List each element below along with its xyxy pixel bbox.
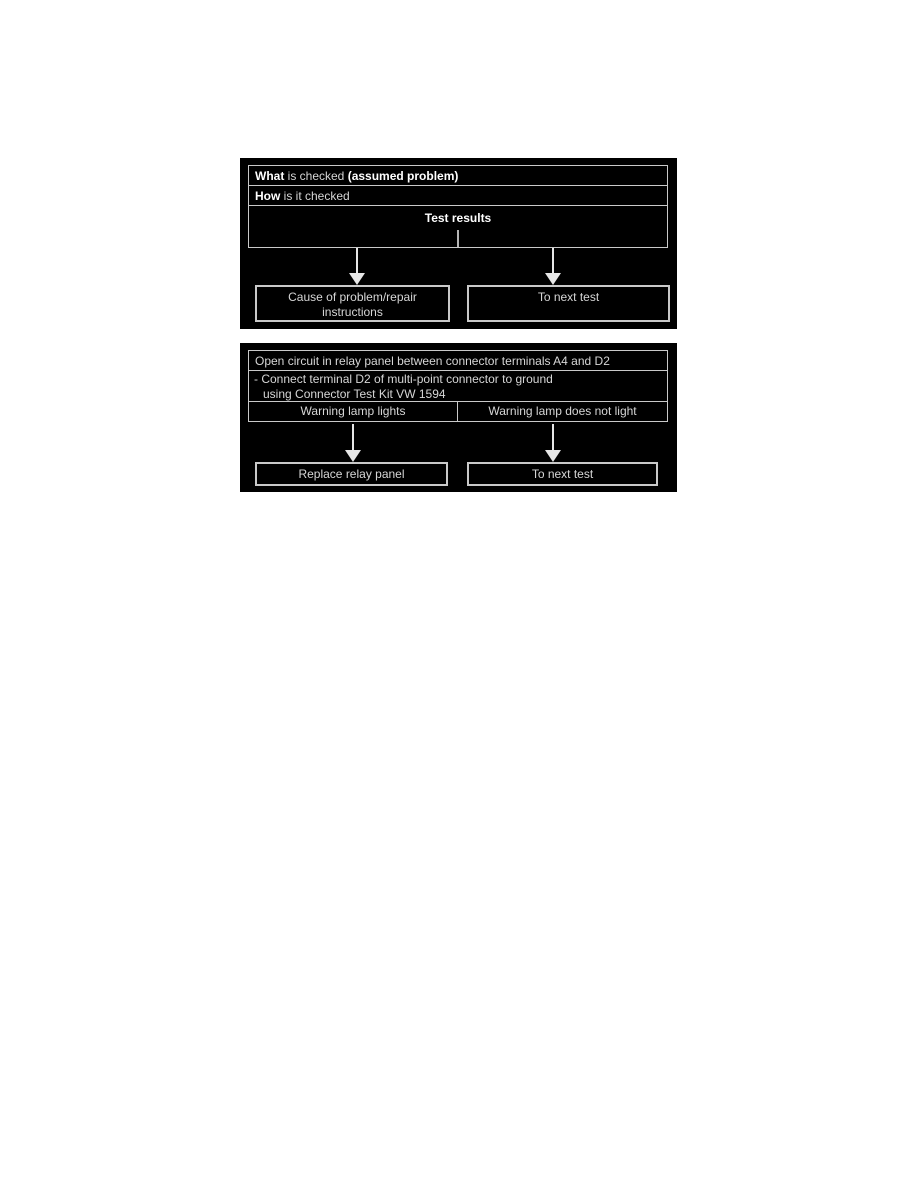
test-step-line2: using Connector Test Kit VW 1594 xyxy=(263,387,446,401)
arrow-head xyxy=(545,273,561,285)
to-next-test-label: To next test xyxy=(531,467,594,481)
arrow-head xyxy=(545,450,561,462)
arrow-shaft xyxy=(552,424,554,450)
cause-of-problem-box xyxy=(255,285,450,322)
result-header-row xyxy=(249,402,667,421)
result-lamp-lights: Warning lamp lights xyxy=(249,402,458,421)
replace-relay-panel-box xyxy=(255,462,448,486)
arrow-shaft xyxy=(352,424,354,450)
how-row xyxy=(249,186,667,206)
replace-relay-panel-label: Replace relay panel xyxy=(298,467,405,481)
result-lamp-not-light: Warning lamp does not light xyxy=(488,404,637,418)
test-step-line1: - Connect terminal D2 of multi-point connector to ground xyxy=(254,372,553,386)
cause-box-line1: Cause of problem/repair xyxy=(288,290,417,304)
how-tail-text: is it checked xyxy=(280,189,350,203)
test-results-row xyxy=(249,206,667,247)
cause-box-line2: instructions xyxy=(322,305,383,319)
legend-table xyxy=(248,165,668,248)
what-middle-text: is checked xyxy=(284,169,348,183)
to-next-test-label: To next test xyxy=(537,290,600,304)
arrow-head xyxy=(345,450,361,462)
test-table xyxy=(248,350,668,422)
down-arrow xyxy=(345,424,361,462)
test-step-row xyxy=(249,371,667,402)
to-next-test-box xyxy=(467,462,658,486)
problem-row: Open circuit in relay panel between connector terminals A4 and D2 xyxy=(249,351,667,371)
arrow-shaft xyxy=(552,248,554,273)
assumed-problem-label: (assumed problem) xyxy=(347,169,459,183)
down-arrow xyxy=(545,424,561,462)
down-arrow xyxy=(545,248,561,285)
down-arrow xyxy=(349,248,365,285)
how-label: How xyxy=(255,189,281,203)
arrow-head xyxy=(349,273,365,285)
test-results-label: Test results xyxy=(424,211,492,225)
what-row xyxy=(249,166,667,186)
to-next-test-box xyxy=(467,285,670,322)
what-label: What xyxy=(255,169,285,183)
arrow-shaft xyxy=(356,248,358,273)
legend-flowchart-panel xyxy=(240,158,677,329)
test-flowchart-panel xyxy=(240,343,677,492)
connector-line xyxy=(457,230,459,247)
